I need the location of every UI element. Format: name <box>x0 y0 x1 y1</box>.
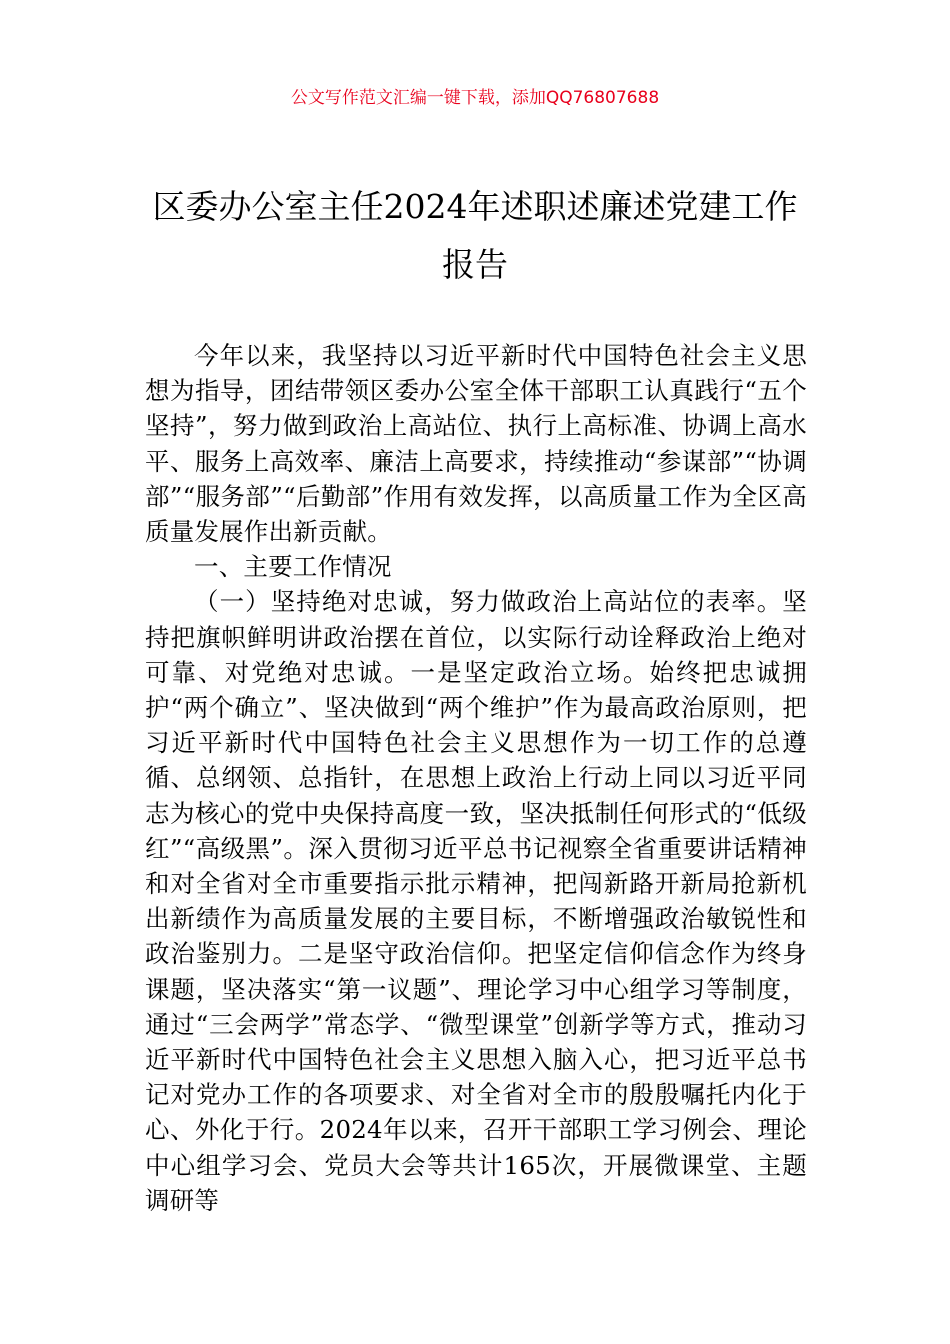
document-title: 区委办公室主任2024年述职述廉述党建工作报告 <box>152 187 798 284</box>
download-notice: 公文写作范文汇编一键下载，添加QQ76807688 <box>290 88 660 108</box>
document-body <box>145 338 807 1218</box>
intro-paragraph: 今年以来，我坚持以习近平新时代中国特色社会主义思想为指导，团结带领区委办公室全体干部职工认真践行“五个坚持”，努力做到政治上高站位、执行上高标准、协调上高水平、服务上高效率、廉洁上高要求，持续推动“参谋部”“协调部”“服务部”“后勤部”作用有效发挥，以高质量工作为全区高质量发展作出新贡献。 <box>145 341 807 547</box>
body-paragraph: （一）坚持绝对忠诚，努力做政治上高站位的表率。坚持把旗帜鲜明讲政治摆在首位，以实际行动诠释政治上绝对可靠、对党绝对忠诚。一是坚定政治立场。始终把忠诚拥护“两个确立”、坚决做到“两个维护”作为最高政治原则，把习近平新时代中国特色社会主义思想作为一切工作的总遵循、总纲领、总指针，在思想上政治上行动上同以习近平同志为核心的党中央保持高度一致，坚决抵制任何形式的“低级红”“高级黑”。深入贯彻习近平总书记视察全省重要讲话精神和对全省对全市重要指示批示精神，把闯新路开新局抢新机出新绩作为高质量发展的主要目标，不断增强政治敏锐性和政治鉴别力。二是坚守政治信仰。把坚定信仰信念作为终身课题，坚决落实“第一议题”、理论学习中心组学习等制度，通过“三会两学”常态学、“微型课堂”创新学等方式，推动习近平新时代中国特色社会主义思想入脑入心，把习近平总书记对党办工作的各项要求、对全省对全市的殷殷嘱托内化于心、外化于行。2024年以来，召开干部职工学习例会、理论中心组学习会、党员大会等共计165次，开展微课堂、主题调研等 <box>145 587 807 1215</box>
section-heading: 一、主要工作情况 <box>194 552 392 582</box>
